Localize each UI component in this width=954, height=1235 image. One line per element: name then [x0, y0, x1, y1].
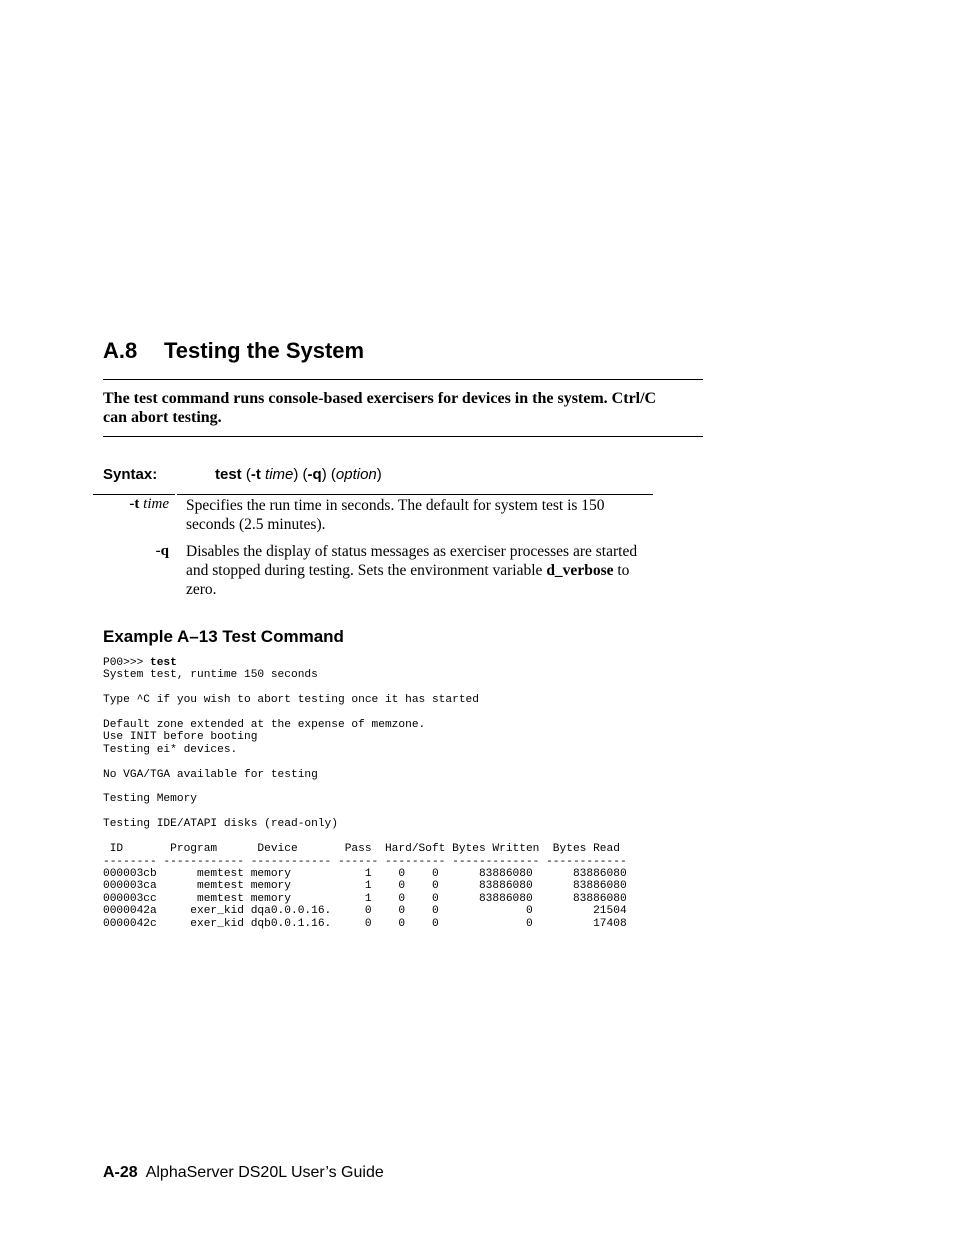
syntax-paren: ( — [241, 466, 251, 483]
summary-text: The test command runs console-based exercisers for devices in the system. Ctrl/C can abort testing. — [103, 390, 657, 426]
param-header-rule-right — [177, 494, 653, 495]
param-desc-q-text: Disables the display of status messages as exerciser processes are started and stopped during testing. Sets the environment variable — [186, 543, 638, 579]
example-title: Example A–13 Test Command — [103, 627, 344, 646]
syntax-command: test — [215, 466, 242, 483]
param-desc-q — [186, 542, 656, 599]
summary-bottom-rule — [103, 436, 703, 437]
param-desc-t: Specifies the run time in seconds. The default for system test is 150 seconds (2.5 minutes). — [186, 497, 605, 533]
param-arg-time: time — [139, 496, 169, 512]
footer-book-title: AlphaServer DS20L User’s Guide — [137, 1164, 384, 1181]
console-output-text: System test, runtime 150 seconds Type ^C if you wish to abort testing once it has started Default zone extended at the expense of memzone. Use INIT before booting Testing ei* devices. No VGA/TGA available for testing Testing Memory Testing IDE/ATAPI disks (read-only) ID Program Device Pass Hard/Soft Bytes Written Bytes Read -------- ------------ ------------ ------ --------- ------------- ------------ 000003cb memtest memory 1 0 0 83886080 83886080 000003ca memtest memory 1 0 0 83886080 83886080 000003cc memtest memory 1 0 0 83886080 83886080 0000042a exer_kid dqa0.0.0.16. 0 0 0 0 21504 0000042c exer_kid dqb0.0.1.16. 0 0 0 0 17408 — [103, 669, 627, 930]
param-desc-q-variable: d_verbose — [546, 562, 614, 579]
param-desc-q-text-end: to zero. — [186, 562, 630, 598]
param-flag-q: -q — [155, 543, 169, 559]
section-number: A.8 — [103, 338, 138, 363]
syntax-flag-t: -t — [250, 466, 261, 483]
console-output — [103, 657, 627, 930]
syntax-arg-option: option — [335, 466, 377, 483]
syntax-paren: ) ( — [293, 466, 308, 483]
param-header-rule-left — [93, 494, 175, 495]
console-command: test — [150, 657, 177, 669]
syntax-arg-time: time — [260, 466, 294, 483]
section-title: Testing the System — [164, 338, 365, 363]
syntax-line — [215, 466, 382, 483]
summary-top-rule — [103, 379, 703, 380]
syntax-flag-q: -q — [307, 466, 322, 483]
param-term-t — [103, 496, 169, 513]
param-term-q — [103, 543, 169, 560]
page-number: A-28 — [103, 1164, 138, 1181]
console-prompt: P00>>> — [103, 657, 150, 669]
param-flag-t: -t — [129, 496, 140, 512]
syntax-paren: ) — [376, 466, 382, 483]
syntax-paren: ) ( — [321, 466, 336, 483]
page-footer — [103, 1164, 384, 1182]
syntax-label: Syntax: — [103, 466, 158, 483]
